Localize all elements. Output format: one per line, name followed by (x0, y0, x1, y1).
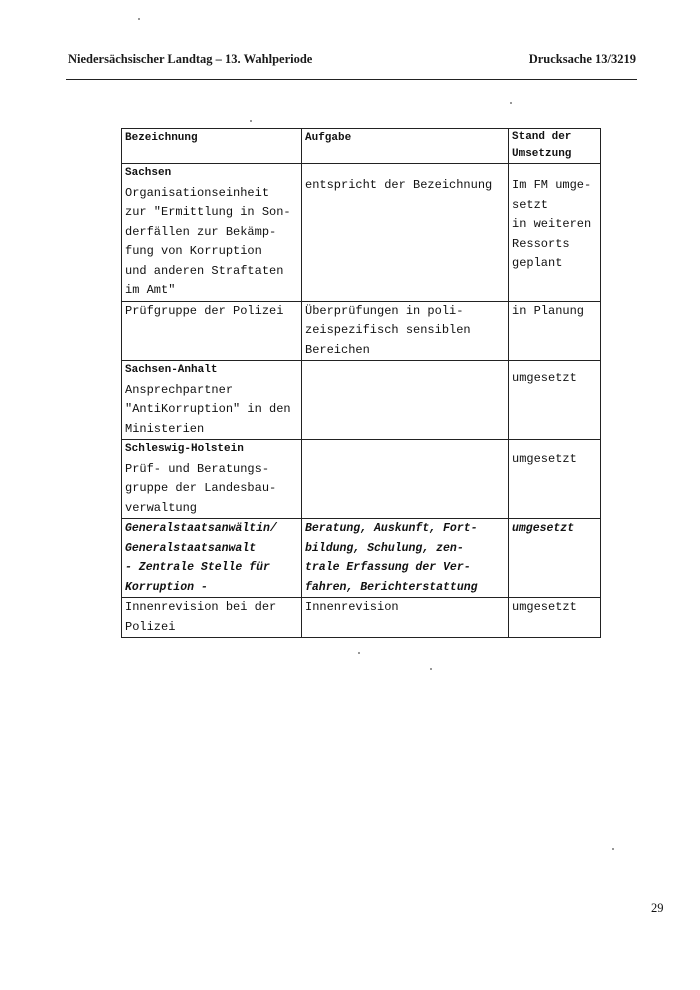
column-header-bezeichnung: Bezeichnung (122, 129, 302, 164)
scan-speck (430, 668, 432, 670)
scan-speck (358, 652, 360, 654)
table-row (122, 301, 601, 361)
scan-speck (612, 848, 614, 850)
cell-stand: in Planung (509, 301, 601, 361)
scan-speck (250, 120, 252, 122)
cell-bezeichnung: Innenrevision bei der Polizei (122, 598, 302, 638)
cell-aufgabe: Beratung, Auskunft, Fort- bildung, Schulung, zen- trale Erfassung der Ver- fahren, Berichterstattung (302, 519, 509, 598)
table-row (122, 598, 601, 638)
table-header-row (122, 129, 601, 164)
scan-speck (510, 102, 512, 104)
cell-bezeichnung: Schleswig-Holstein Prüf- und Beratungs- gruppe der Landesbau- verwaltung (122, 440, 302, 519)
cell-stand: umgesetzt (509, 519, 601, 598)
header-title: Niedersächsischer Landtag – 13. Wahlperiode (68, 52, 313, 66)
cell-aufgabe (302, 440, 509, 519)
cell-stand: umgesetzt (509, 440, 601, 519)
column-header-stand: Stand der Umsetzung (509, 129, 601, 164)
cell-aufgabe (302, 361, 509, 440)
cell-bezeichnung: Generalstaatsanwältin/ Generalstaatsanwalt - Zentrale Stelle für Korruption - (122, 519, 302, 598)
cell-bezeichnung: Prüfgruppe der Polizei (122, 301, 302, 361)
cell-aufgabe: Innenrevision (302, 598, 509, 638)
cell-stand: Im FM umge- setzt in weiteren Ressorts geplant (509, 164, 601, 302)
state-heading: Sachsen (125, 167, 172, 179)
page-number: 29 (651, 901, 664, 915)
header-rule (66, 79, 637, 80)
measures-table (121, 128, 601, 638)
cell-aufgabe: Überprüfungen in poli- zeispezifisch sensiblen Bereichen (302, 301, 509, 361)
scan-speck (138, 18, 140, 20)
cell-aufgabe: entspricht der Bezeichnung (302, 164, 509, 302)
cell-stand: umgesetzt (509, 598, 601, 638)
table-row (122, 361, 601, 440)
cell-bezeichnung: Sachsen Organisationseinheit zur "Ermittlung in Son- derfällen zur Bekämp- fung von Korruption und anderen Straftaten im Amt" (122, 164, 302, 302)
cell-bezeichnung: Sachsen-Anhalt Ansprechpartner "AntiKorruption" in den Ministerien (122, 361, 302, 440)
column-header-aufgabe: Aufgabe (302, 129, 509, 164)
table-row (122, 440, 601, 519)
table-row (122, 164, 601, 302)
state-heading: Schleswig-Holstein (125, 443, 244, 455)
cell-stand: umgesetzt (509, 361, 601, 440)
document-number: Drucksache 13/3219 (528, 52, 636, 66)
state-heading: Sachsen-Anhalt (125, 364, 218, 376)
table-row (122, 519, 601, 598)
